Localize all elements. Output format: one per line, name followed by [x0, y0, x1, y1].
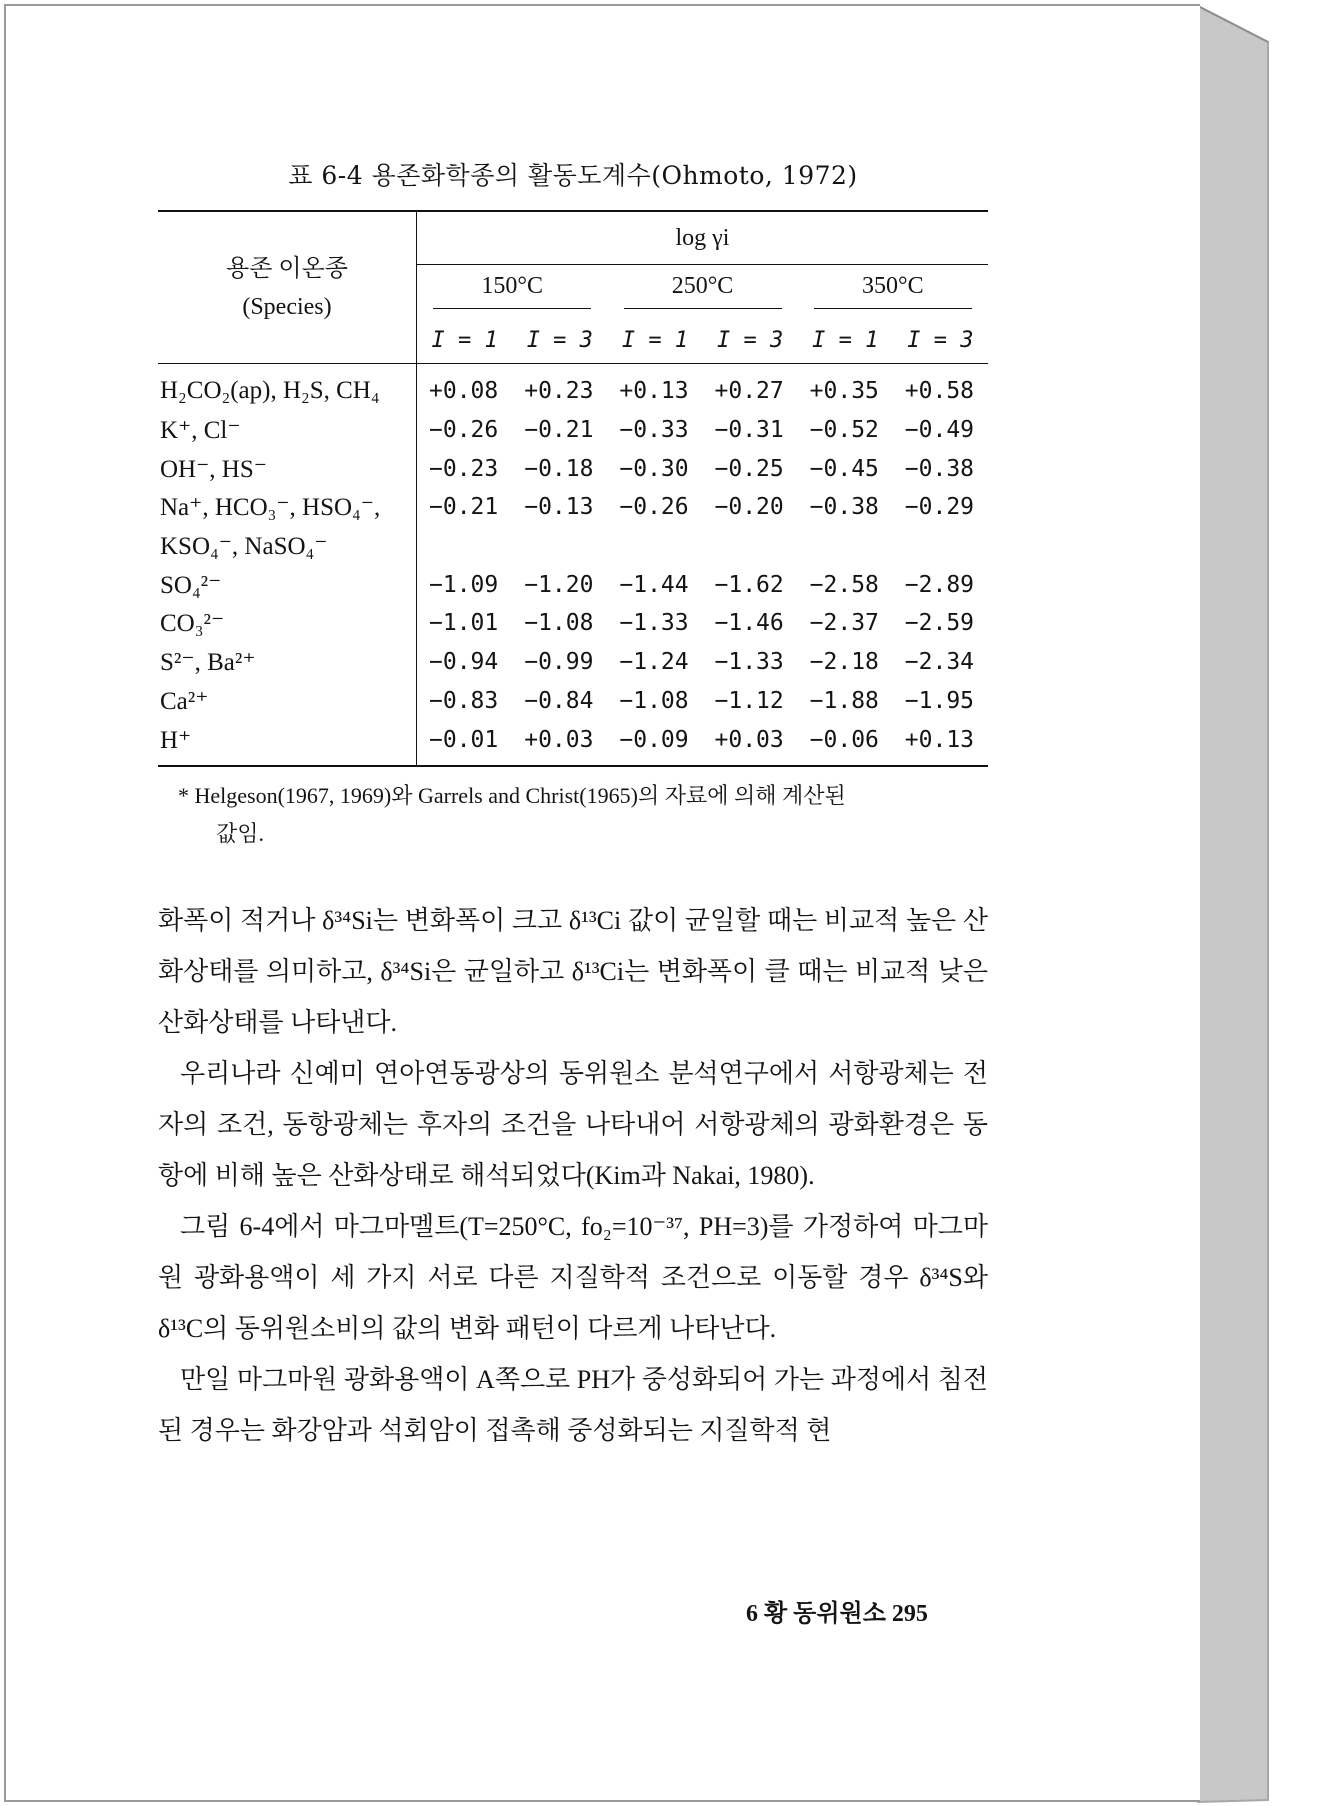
ionic-strength-header: I = 1 — [798, 317, 893, 364]
value-cell: −2.18 — [809, 649, 879, 676]
value-cell: −0.33 — [619, 417, 689, 444]
value-cell: −0.21 — [524, 417, 594, 444]
value-cell: −0.29 — [904, 494, 975, 521]
ionic-strength-header: I = 1 — [607, 317, 702, 364]
value-cell: +0.08 — [429, 378, 499, 405]
ionic-strength-header: I = 3 — [512, 317, 607, 364]
value-cell: −1.33 — [714, 649, 784, 676]
page-footer: 6 황 동위원소 295 — [746, 1601, 928, 1627]
table-row — [158, 565, 988, 604]
value-cell: −0.49 — [904, 417, 975, 444]
value-cell: −1.88 — [809, 687, 879, 714]
species-cell: Na⁺, HCO₃⁻, HSO₄⁻, — [158, 488, 417, 527]
species-cell: H₂CO₂(ap), H₂S, CH₄ — [158, 364, 417, 411]
table-row — [158, 643, 988, 682]
value-cell: −0.45 — [809, 455, 879, 482]
value-cell: −2.34 — [904, 649, 975, 676]
species-cell: SO₄²⁻ — [158, 565, 417, 604]
species-cell: Ca²⁺ — [158, 682, 417, 721]
value-cell: −0.09 — [619, 726, 689, 753]
temp-header-150: 150°C — [417, 265, 608, 318]
value-cell: −2.37 — [809, 610, 879, 637]
log-gamma-header: log γi — [417, 211, 989, 265]
species-cell: H⁺ — [158, 720, 417, 766]
value-cell: −0.38 — [809, 494, 879, 521]
paragraph: 그림 6-4에서 마그마멜트(T=250°C, fo₂=10⁻³⁷, PH=3)를 가정하여 마그마원 광화용액이 세 가지 서로 다른 지질학적 조건으로 이동할 경우 δ³⁴S와 δ¹³C의 동위원소비의 값의 변화 패턴이 다르게 나타난다. — [158, 1211, 988, 1343]
ionic-strength-header: I = 3 — [893, 317, 988, 364]
table-caption: 표 6-4 용존화학종의 활동도계수(Ohmoto, 1972) — [288, 161, 858, 190]
species-header-ko: 용존 이온종 — [226, 255, 348, 282]
value-cell: −1.08 — [619, 687, 689, 714]
value-cell: +0.23 — [524, 378, 594, 405]
value-cell: −1.01 — [429, 610, 499, 637]
ionic-strength-header: I = 1 — [417, 317, 513, 364]
paragraph: 만일 마그마원 광화용액이 A쪽으로 PH가 중성화되어 가는 과정에서 침전된 경우는 화강암과 석회암이 접촉해 중성화되는 지질학적 현 — [158, 1364, 988, 1445]
value-cell: +0.03 — [524, 726, 594, 753]
value-cell: −2.58 — [809, 571, 879, 598]
value-cell: −0.06 — [809, 726, 879, 753]
page-sheet — [4, 4, 1200, 1802]
value-cell: −0.99 — [524, 649, 594, 676]
value-cell: −1.20 — [524, 571, 594, 598]
value-cell — [417, 527, 513, 566]
value-cell: +0.27 — [714, 378, 784, 405]
value-cell: −0.13 — [524, 494, 594, 521]
species-header-en: (Species) — [242, 293, 332, 320]
footnote-line-2: 값임. — [216, 820, 265, 846]
table-row — [158, 527, 988, 566]
activity-coefficient-table — [158, 210, 988, 767]
ionic-strength-header: I = 3 — [703, 317, 798, 364]
value-cell: −0.01 — [429, 726, 499, 753]
value-cell: +0.35 — [809, 378, 879, 405]
value-cell: +0.13 — [904, 726, 975, 753]
value-cell: −0.31 — [714, 417, 784, 444]
table-row — [158, 720, 988, 766]
value-cell — [512, 527, 607, 566]
value-cell: −2.59 — [904, 610, 975, 637]
value-cell — [607, 527, 702, 566]
value-cell: −1.09 — [429, 571, 499, 598]
paragraph: 우리나라 신예미 연아연동광상의 동위원소 분석연구에서 서항광체는 전자의 조건, 동항광체는 후자의 조건을 나타내어 서항광체의 광화환경은 동항에 비해 높은 산화상태로 해석되었다(Kim과 Nakai, 1980). — [158, 1058, 988, 1190]
value-cell: −0.26 — [619, 494, 689, 521]
value-cell: −0.20 — [714, 494, 784, 521]
value-cell: −0.52 — [809, 417, 879, 444]
value-cell: +0.13 — [619, 378, 689, 405]
value-cell — [703, 527, 798, 566]
species-cell: K⁺, Cl⁻ — [158, 411, 417, 450]
species-cell: OH⁻, HS⁻ — [158, 449, 417, 488]
value-cell: +0.03 — [714, 726, 784, 753]
value-cell: −2.89 — [904, 571, 975, 598]
temp-header-250: 250°C — [607, 265, 797, 318]
value-cell: −1.24 — [619, 649, 689, 676]
value-cell: −0.25 — [714, 455, 784, 482]
table-row — [158, 411, 988, 450]
value-cell — [798, 527, 893, 566]
table-row — [158, 449, 988, 488]
value-cell: −0.94 — [429, 649, 499, 676]
species-cell: S²⁻, Ba²⁺ — [158, 643, 417, 682]
value-cell: −0.23 — [429, 455, 499, 482]
value-cell: −1.95 — [904, 687, 975, 714]
body-text — [158, 895, 988, 1456]
footnote-line-1: * Helgeson(1967, 1969)와 Garrels and Christ(1965)의 자료에 의해 계산된 — [178, 782, 846, 808]
species-cell: CO₃²⁻ — [158, 604, 417, 643]
value-cell: +0.58 — [904, 378, 975, 405]
value-cell: −0.21 — [429, 494, 499, 521]
species-cell: KSO₄⁻, NaSO₄⁻ — [158, 527, 417, 566]
paragraph: 화폭이 적거나 δ³⁴Si는 변화폭이 크고 δ¹³Ci 값이 균일할 때는 비교적 높은 산화상태를 의미하고, δ³⁴Si은 균일하고 δ¹³Ci는 변화폭이 클 때는 비교적 낮은 산화상태를 나타낸다. — [158, 905, 988, 1037]
value-cell: −1.12 — [714, 687, 784, 714]
value-cell: −1.46 — [714, 610, 784, 637]
value-cell: −0.30 — [619, 455, 689, 482]
value-cell: −0.83 — [429, 687, 499, 714]
value-cell: −1.08 — [524, 610, 594, 637]
value-cell — [893, 527, 988, 566]
table-body — [158, 364, 988, 766]
species-header — [158, 211, 417, 364]
temp-header-350: 350°C — [798, 265, 988, 318]
value-cell: −0.18 — [524, 455, 594, 482]
value-cell: −1.33 — [619, 610, 689, 637]
table-row — [158, 488, 988, 527]
table-row — [158, 364, 988, 411]
value-cell: −0.38 — [904, 455, 975, 482]
value-cell: −0.84 — [524, 687, 594, 714]
value-cell: −1.44 — [619, 571, 689, 598]
table-row — [158, 682, 988, 721]
page-content — [158, 156, 988, 1456]
table-footnote — [158, 777, 988, 853]
table-row — [158, 604, 988, 643]
value-cell: −1.62 — [714, 571, 784, 598]
value-cell: −0.26 — [429, 417, 499, 444]
